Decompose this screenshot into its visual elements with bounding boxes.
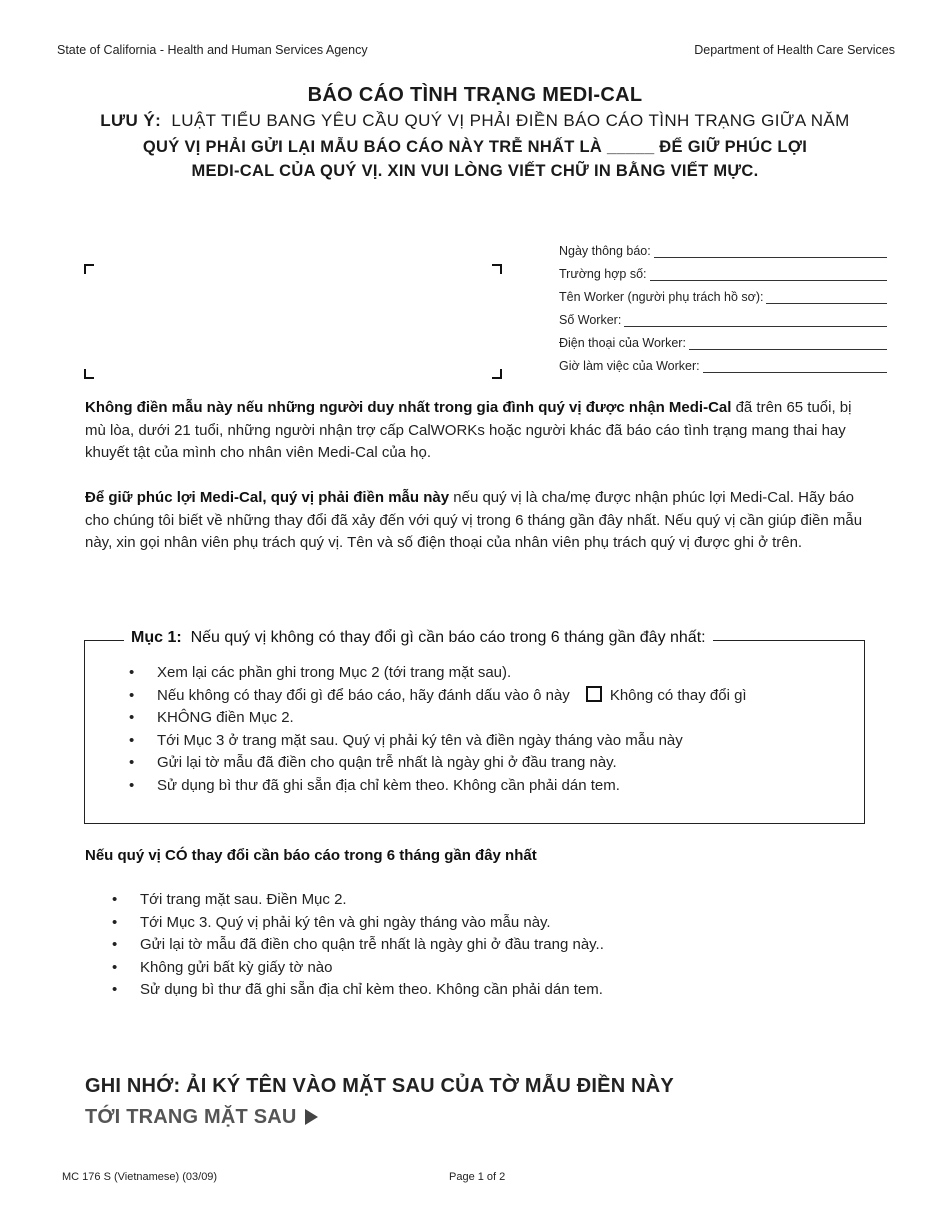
case-number-label: Trường hợp số: bbox=[559, 267, 647, 281]
worker-phone-label: Điện thoại của Worker: bbox=[559, 336, 686, 350]
list-item: • Xem lại các phần ghi trong Mục 2 (tới trang mặt sau). bbox=[129, 664, 512, 681]
requirement-paragraph bbox=[85, 487, 875, 555]
form-note bbox=[0, 111, 950, 131]
worker-phone-line[interactable] bbox=[689, 338, 887, 350]
no-change-checkbox[interactable] bbox=[586, 686, 602, 702]
worker-hours-line[interactable] bbox=[703, 361, 887, 373]
list-item: • KHÔNG điền Mục 2. bbox=[129, 709, 294, 727]
case-number-line[interactable] bbox=[650, 269, 887, 281]
worker-hours-field[interactable] bbox=[559, 359, 887, 373]
case-number-field[interactable] bbox=[559, 267, 887, 281]
note-label: LƯU Ý: bbox=[100, 111, 162, 130]
page-number: Page 1 of 2 bbox=[449, 1171, 506, 1183]
section-1-heading-text: Nếu quý vị không có thay đổi gì cần báo cáo trong 6 tháng gần đây nhất: bbox=[190, 629, 706, 646]
list-item: • Gửi lại tờ mẫu đã điền cho quận trễ nhất là ngày ghi ở đầu trang này.. bbox=[112, 936, 604, 954]
agency-name: State of California - Health and Human Services Agency bbox=[57, 43, 368, 57]
list-item: • Nếu không có thay đổi gì để báo cáo, hãy đánh dấu vào ô này Không có thay đổi gì bbox=[129, 686, 747, 704]
sign-reminder: GHI NHỚ: ẢI KÝ TÊN VÀO MẶT SAU CỦA TỜ MẪU ĐIỀN NÀY bbox=[85, 1075, 674, 1097]
worker-hours-label: Giờ làm việc của Worker: bbox=[559, 359, 700, 373]
note-text: LUẬT TIỂU BANG YÊU CẦU QUÝ VỊ PHẢI ĐIỀN BÁO CÁO TÌNH TRẠNG GIỮA NĂM bbox=[171, 111, 850, 130]
list-item: • Sử dụng bì thư đã ghi sẵn địa chỉ kèm theo. Không cần phải dán tem. bbox=[112, 981, 603, 999]
corner-mark-top-left bbox=[84, 264, 94, 274]
go-to-back-page-text: TỚI TRANG MẶT SAU bbox=[85, 1106, 297, 1128]
department-name: Department of Health Care Services bbox=[694, 43, 895, 57]
worker-name-field[interactable] bbox=[559, 290, 887, 304]
corner-mark-bottom-right bbox=[492, 369, 502, 379]
list-item: • Tới Mục 3 ở trang mặt sau. Quý vị phải ký tên và điền ngày tháng vào mẫu này bbox=[129, 731, 683, 749]
exemption-bold: Không điền mẫu này nếu những người duy nhất trong gia đình quý vị được nhận Medi-Cal bbox=[85, 399, 732, 416]
notice-date-label: Ngày thông báo: bbox=[559, 244, 651, 258]
worker-number-line[interactable] bbox=[624, 315, 887, 327]
worker-number-label: Số Worker: bbox=[559, 313, 622, 327]
ink-instruction: MEDI-CAL CỦA QUÝ VỊ. XIN VUI LÒNG VIẾT CHỮ IN BẰNG VIẾT MỰC. bbox=[191, 162, 759, 180]
notice-date-line[interactable] bbox=[654, 246, 887, 258]
notice-date-field[interactable] bbox=[559, 244, 887, 258]
changes-heading: Nếu quý vị CÓ thay đổi cần báo cáo trong 6 tháng gần đây nhất bbox=[85, 847, 537, 864]
section-1-label: Mục 1: bbox=[131, 629, 182, 646]
corner-mark-top-right bbox=[492, 264, 502, 274]
changes-list bbox=[112, 889, 604, 1002]
go-to-back-page bbox=[85, 1106, 318, 1129]
list-item: • Không gửi bất kỳ giấy tờ nào bbox=[112, 958, 333, 976]
form-id: MC 176 S (Vietnamese) (03/09) bbox=[62, 1171, 218, 1183]
corner-mark-bottom-left bbox=[84, 369, 94, 379]
list-item: • Tới Mục 3. Quý vị phải ký tên và ghi ngày tháng vào mẫu này. bbox=[112, 913, 551, 931]
section-1-heading bbox=[124, 629, 713, 647]
no-change-checkbox-label: Không có thay đổi gì bbox=[609, 686, 747, 704]
list-item: • Gửi lại tờ mẫu đã điền cho quận trễ nhất là ngày ghi ở đầu trang này. bbox=[129, 754, 617, 772]
worker-phone-field[interactable] bbox=[559, 336, 887, 350]
worker-name-label: Tên Worker (người phụ trách hồ sơ): bbox=[559, 290, 764, 304]
deadline-line: QUÝ VỊ PHẢI GỬI LẠI MẪU BÁO CÁO NÀY TRỄ NHẤT LÀ _____ ĐỂ GIỮ PHÚC LỢI bbox=[142, 138, 808, 156]
requirement-text: nếu quý vị là cha/mẹ được nhận phúc lợi Medi-Cal. Hãy báo cho chúng tôi biết về những thay đổi đã xảy đến với quý vị trong 6 tháng gần đây nhất. Nếu quý vị cần giúp điền mẫu này, xin gọi nhân viên phụ trách quý vị. Tên và số điện thoại của nhân viên phụ trách quý vị được ghi ở trên. bbox=[85, 489, 863, 551]
worker-name-line[interactable] bbox=[766, 292, 887, 304]
list-item: • Tới trang mặt sau. Điền Mục 2. bbox=[112, 891, 347, 908]
section-1-list bbox=[129, 662, 747, 798]
exemption-text: đã trên 65 tuổi, bị mù lòa, dưới 21 tuổi, những người nhận trợ cấp CalWORKs hoặc người khác đã báo cáo tình trạng mang thai hay khuyết tật của mình cho nhân viên Medi-Cal của họ. bbox=[85, 399, 852, 461]
worker-number-field[interactable] bbox=[559, 313, 887, 327]
requirement-bold: Để giữ phúc lợi Medi-Cal, quý vị phải điền mẫu này bbox=[85, 489, 450, 506]
arrow-right-icon bbox=[305, 1109, 318, 1125]
list-item: • Sử dụng bì thư đã ghi sẵn địa chỉ kèm theo. Không cần phải dán tem. bbox=[129, 776, 620, 794]
form-title: BÁO CÁO TÌNH TRẠNG MEDI-CAL bbox=[307, 84, 643, 106]
exemption-paragraph bbox=[85, 397, 875, 465]
